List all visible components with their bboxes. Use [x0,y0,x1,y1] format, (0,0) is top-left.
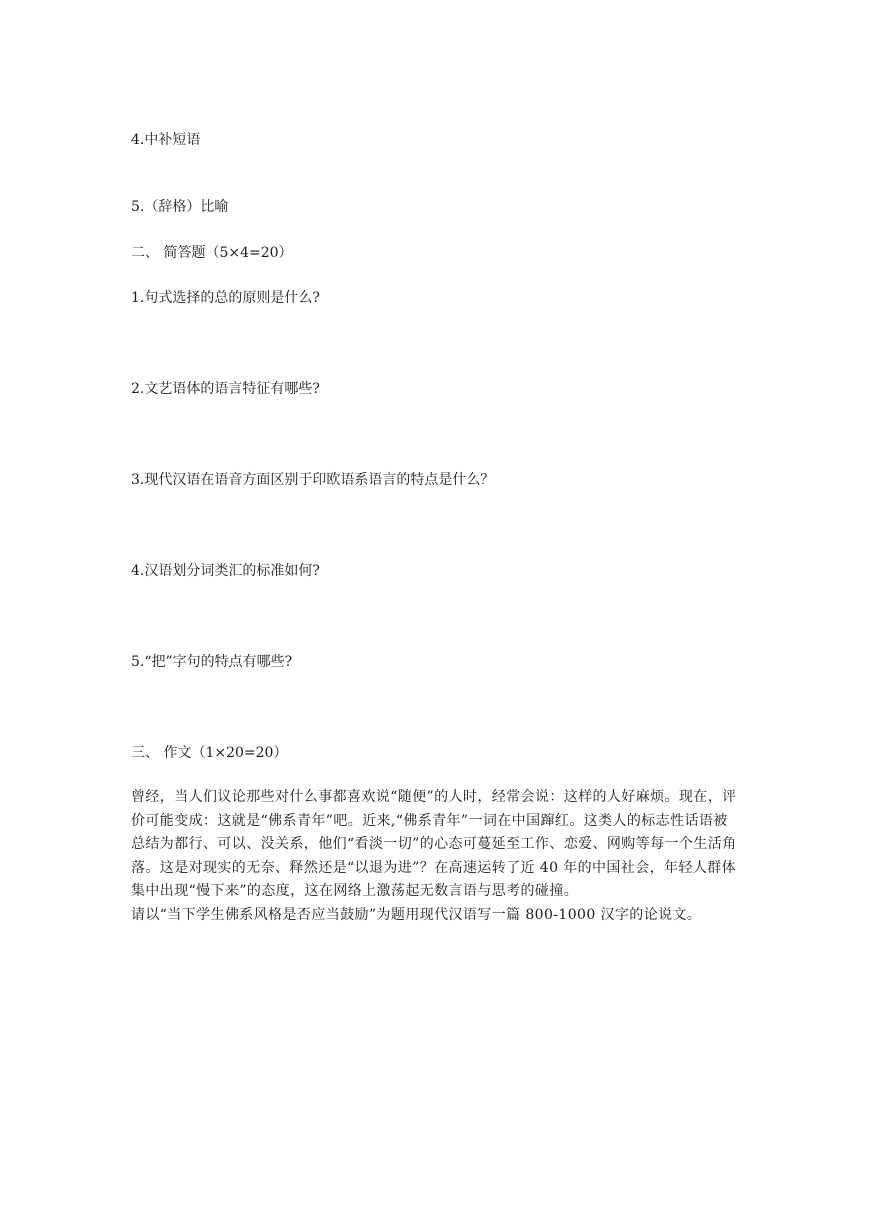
essay-prompt-paragraph: 曾经，当人们议论那些对什么事都喜欢说“随便”的人时，经常会说：这样的人好麻烦。现在，评价可能变成：这就是“佛系青年”吧。近来,“佛系青年”一词在中国蹿红。这类人的标志性话语被总结为都行、可以、没关系，他们“看淡一切”的心态可蔓延至工作、恋爱、网购等每一个生活角落。这是对现实的无奈、释然还是“以退为进”？在高速运转了近 40 年的中国社会，年轻人群体集中出现“慢下来”的态度，这在网络上激荡起无数言语与思考的碰撞。 [131,789,737,899]
essay-instruction: 请以“当下学生佛系风格是否应当鼓励”为题用现代汉语写一篇 800-1000 汉字的论说文。 [131,906,702,923]
question-5: 5.“把”字句的特点有哪些? [131,654,293,670]
item-5: 5.（辞格）比喻 [131,199,229,215]
question-3: 3.现代汉语在语音方面区别于印欧语系语言的特点是什么？ [131,472,495,488]
question-2: 2.文艺语体的语言特征有哪些? [131,381,320,397]
section-3-heading: 三、 作文（1×20=20） [131,745,288,761]
question-1: 1.句式选择的总的原则是什么? [131,290,320,306]
section-2-heading: 二、 简答题（5×4=20） [131,245,293,261]
question-4: 4.汉语划分词类汇的标准如何? [131,563,320,579]
item-4: 4.中补短语 [131,132,201,148]
essay-prompt [131,786,741,927]
